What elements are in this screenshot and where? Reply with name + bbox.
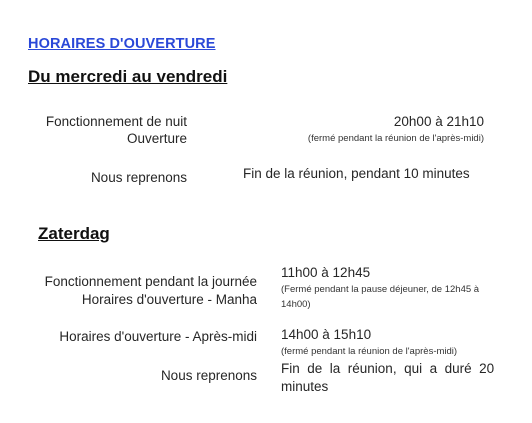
row-label-resume-saturday: Nous reprenons bbox=[160, 368, 257, 383]
row-note-lunch-closed-line2: 14h00) bbox=[281, 299, 311, 310]
section-heading-saturday: Zaterdag bbox=[38, 224, 110, 243]
row-value-resume-saturday-line1: Fin de la réunion, qui a duré 20 bbox=[281, 361, 495, 376]
row-label-afternoon-hours: Horaires d'ouverture - Après-midi bbox=[59, 329, 257, 344]
page-title-link[interactable]: HORAIRES D'OUVERTURE bbox=[28, 36, 216, 52]
row-label-day-operation: Fonctionnement pendant la journée bbox=[44, 274, 257, 289]
row-value-afternoon-hours: 14h00 à 15h10 bbox=[281, 327, 372, 342]
row-value-night-hours: 20h00 à 21h10 bbox=[393, 114, 484, 129]
row-label-morning-hours: Horaires d'ouverture - Manha bbox=[81, 292, 257, 307]
row-note-afternoon-closed: (fermé pendant la réunion de l'après-midi) bbox=[281, 346, 458, 357]
row-value-morning-hours: 11h00 à 12h45 bbox=[281, 265, 371, 280]
row-note-lunch-closed-line1: (Fermé pendant la pause déjeuner, de 12h45 à bbox=[281, 284, 480, 295]
row-label-night-operation: Fonctionnement de nuit bbox=[45, 114, 187, 129]
row-note-night-closed: (fermé pendant la réunion de l'après-midi) bbox=[307, 133, 484, 144]
row-value-resume-saturday-line2: minutes bbox=[281, 379, 329, 394]
row-label-resume-weekdays: Nous reprenons bbox=[90, 170, 187, 185]
section-heading-weekdays: Du mercredi au vendredi bbox=[28, 67, 228, 86]
row-label-opening: Ouverture bbox=[126, 131, 187, 146]
row-value-resume-weekdays: Fin de la réunion, pendant 10 minutes bbox=[243, 166, 470, 181]
